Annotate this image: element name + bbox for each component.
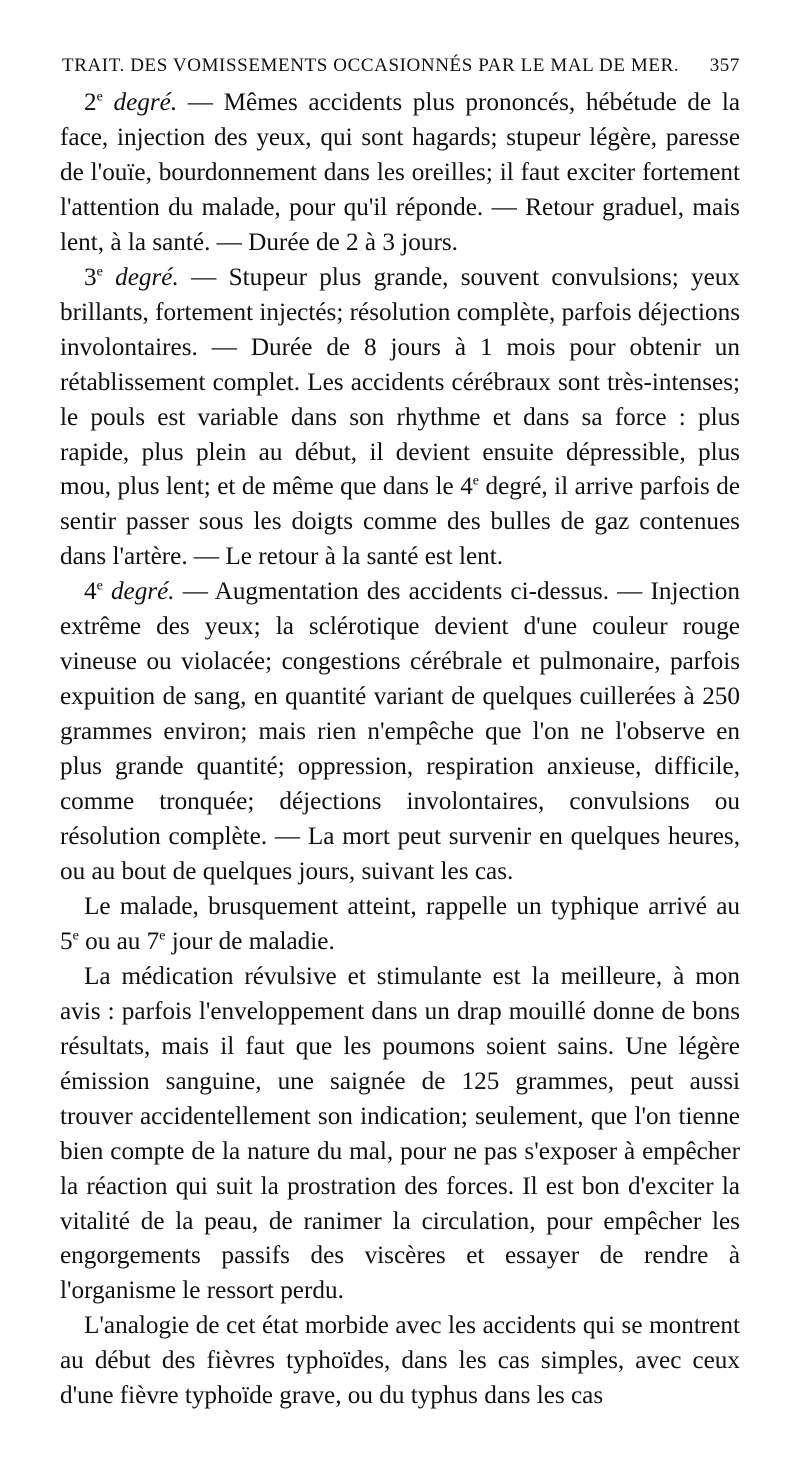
degree-label: degré. xyxy=(115,263,179,291)
paragraph-text: jour de maladie. xyxy=(165,927,335,955)
paragraph-medication xyxy=(60,960,740,1310)
running-title: TRAIT. DES VOMISSEMENTS OCCASIONNÉS PAR LE MAL DE MER. xyxy=(62,55,680,76)
degree-number: 2 xyxy=(84,89,97,116)
paragraph-degree-2 xyxy=(60,86,740,261)
paragraph-degree-3 xyxy=(60,261,740,576)
degree-label: degré. xyxy=(110,578,175,606)
ordinal-suffix: e xyxy=(96,89,103,105)
paragraph-text: L'analogie de cet état morbide avec les accidents qui se montrent au début des fièvres typhoïdes, dans les cas simples, avec ceux d'une fièvre typhoïde grave, ou du typhus dans les cas xyxy=(60,1312,740,1410)
paragraph-text: ou au 7 xyxy=(78,927,160,955)
paragraph-text: Le malade, brusquement atteint, rappelle un typhique arrivé au 5 xyxy=(60,892,740,955)
paragraph-analogie xyxy=(60,1309,740,1414)
paragraph-text: — Augmentation des accidents ci-dessus. — Injection extrême des yeux; la sclérotique devient d'une couleur rouge vineuse ou violacée; congestions cérébrale et pulmonaire, parfois expuition de sang, en quantité variant de quelques cuillerées à 250 grammes environ; mais rien n'empêche que l'on ne l'observe en plus grande quantité; oppression, respiration anxieuse, difficile, comme tronquée; déjections involontaires, convulsions ou résolution complète. — La mort peut survenir en quelques heures, ou au bout de quelques jours, suivant les cas. xyxy=(60,578,740,885)
ordinal-suffix: e xyxy=(159,928,166,944)
ordinal-suffix: e xyxy=(96,264,103,280)
running-header xyxy=(62,55,740,77)
ordinal-suffix: e xyxy=(72,928,79,944)
ordinal-suffix: e xyxy=(472,474,480,490)
paragraph-text: — Mêmes accidents plus prononcés, hébétude de la face, injection des yeux, qui sont hagards; stupeur légère, paresse de l'ouïe, bourdonnement dans les oreilles; il faut exciter fortement l'attention du malade, pour qu'il réponde. — Retour graduel, mais lent, à la santé. — Durée de 2 à 3 jours. xyxy=(60,89,741,256)
degree-number: 3 xyxy=(84,263,97,291)
degree-label: degré. xyxy=(113,89,178,116)
body-text xyxy=(60,86,740,1414)
page-number: 357 xyxy=(709,55,740,76)
paragraph-degree-4 xyxy=(60,575,740,890)
paragraph-text: degré, il arrive parfois de sentir passer sous les doigts comme des bulles de gaz contenues dans l'artère. — Le retour à la santé est lent. xyxy=(60,473,741,571)
paragraph-text: La médication révulsive et stimulante est la meilleure, à mon avis : parfois l'enveloppement dans un drap mouillé donne de bons résultats, mais il faut que les poumons soient sains. Une légère émission sanguine, une saignée de 125 grammes, peut aussi trouver accidentellement son indication; seulement, que l'on tienne bien compte de la nature du mal, pour ne pas s'exposer à empêcher la réaction qui suit la prostration des forces. Il est bon d'exciter la vitalité de la peau, de ranimer la circulation, pour empêcher les engorgements passifs des viscères et essayer de rendre à l'organisme le ressort perdu. xyxy=(60,962,740,1305)
paragraph-typhique xyxy=(60,890,740,960)
degree-number: 4 xyxy=(84,578,97,606)
paragraph-text: — Stupeur plus grande, souvent convulsions; yeux brillants, fortement injectés; résolution complète, parfois déjections involontaires. — Durée de 8 jours à 1 mois pour obtenir un rétablissement complet. Les accidents cérébraux sont très-intenses; le pouls est variable dans son rhythme et dans sa force : plus rapide, plus plein au début, il devient ensuite dépressible, plus mou, plus lent; et de même que dans le 4 xyxy=(60,263,741,501)
ordinal-suffix: e xyxy=(96,578,103,594)
